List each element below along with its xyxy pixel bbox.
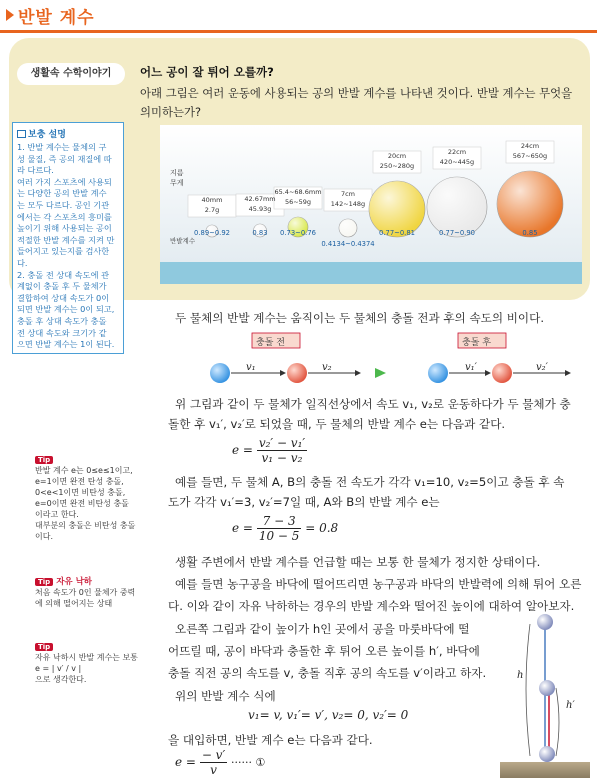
para1-line2: 돌한 후 v₁′, v₂′로 되었을 때, 두 물체의 반발 계수 e는 다음과 같다. (168, 417, 506, 431)
ball-coefficient: 0.85 (522, 229, 538, 237)
label-h: h (517, 670, 524, 681)
side-note-line: 으면 반발 계수는 1이 된다. (17, 339, 115, 350)
tip-heading (35, 455, 160, 465)
legend-weight: 무게 (170, 179, 184, 187)
ball-diameter: 7cm (340, 190, 356, 198)
drop-figure (500, 608, 590, 778)
ball-name-bar (160, 262, 582, 284)
side-note-title-text: 보충 설명 (28, 130, 66, 140)
label-hp: h′ (566, 700, 575, 711)
tip-line: e = | v′ / v | (35, 664, 82, 673)
note-icon (17, 130, 26, 138)
formula-3: v₁= v, v₁′= v′, v₂= 0, v₂′= 0 (248, 708, 409, 722)
legend-diameter: 지름 (170, 169, 184, 177)
ball-coefficient: 0.83 (252, 229, 268, 237)
tip-box (35, 642, 160, 685)
formula-4 (175, 748, 265, 777)
formula-2-result: = 0.8 (305, 521, 339, 535)
height-brace (526, 624, 530, 756)
ball-b-before (287, 363, 307, 383)
side-note-line: 성 물질, 즉 공의 재질에 따 (17, 153, 112, 164)
tip-heading (35, 642, 160, 652)
height-brace (556, 688, 559, 756)
ball-a-before (210, 363, 230, 383)
tip-box (35, 575, 160, 609)
tip-badge: Tip (35, 578, 53, 586)
ball-floor (539, 746, 555, 762)
tip-badge: Tip (35, 456, 53, 464)
side-note-line: 라 다르다. (17, 165, 54, 176)
story-description: 아래 그림은 여러 운동에 사용되는 공의 반발 계수를 나타낸 것이다. 반발 계수는 무엇을 의미하는가? (140, 86, 573, 119)
ball-weight: 420~445g (439, 158, 475, 166)
formula-2-numerator: 7 − 3 (257, 514, 302, 529)
chevron-right-icon (6, 9, 14, 21)
para4-line2: 다. 이와 같이 자유 낙하하는 경우의 반발 계수와 떨어진 높이에 대하여 알아보자. (168, 599, 575, 613)
formula-4-denominator: v (210, 763, 217, 777)
ball-coefficient: 0.77~0.90 (439, 229, 475, 237)
para1-line1: 위 그림과 같이 두 물체가 일직선상에서 속도 v₁, v₂로 운동하다가 두 물체가 충 (175, 397, 571, 411)
side-note-line: 2. 충돌 전 상대 속도에 관 (17, 269, 110, 280)
ball-weight: 2.7g (204, 206, 220, 214)
arrow-right-icon (375, 368, 386, 378)
ball-shine (339, 219, 357, 237)
tip-line: 처음 속도가 0인 물체가 중력 (35, 588, 136, 597)
tip-line: e=0이면 완전 비탄성 충돌 (35, 499, 129, 508)
side-note-line: 여러 가지 스포츠에 사용되 (17, 176, 112, 187)
side-note-line: 전 상대 속도와 크기가 같 (17, 327, 107, 338)
side-note-line: 결합하여 상대 속도가 0이 (17, 292, 110, 303)
formula-4-lhs: e = (175, 755, 196, 769)
para6: 위의 반발 계수 식에 (175, 689, 276, 703)
para5-line2: 어뜨릴 때, 공이 바닥과 충돌한 후 튀어 오른 높이를 h′, 바닥에 (168, 644, 480, 658)
tip-badge: Tip (35, 643, 53, 651)
ball-top (537, 614, 553, 630)
story-badge: 생활속 수학이야기 (17, 63, 125, 85)
label-v2: v₂ (322, 362, 332, 373)
side-note-line: 계없이 충돌 후 두 물체가 (17, 281, 107, 292)
ball-coefficient: 0.73~0.76 (280, 229, 316, 237)
tip-box (35, 455, 160, 542)
para2-line1: 예를 들면, 두 물체 A, B의 충돌 전 속도가 각각 v₁=10, v₂=5이고 충돌 후 속 (175, 475, 565, 489)
side-note (12, 122, 124, 354)
para5-line1: 오른쪽 그림과 같이 높이가 h인 곳에서 공을 마룻바닥에 떨 (175, 622, 470, 636)
formula-1-denominator: v₁ − v₂ (261, 451, 303, 465)
ball-coefficient: 0.77~0.81 (379, 229, 415, 237)
para7: 을 대입하면, 반발 계수 e는 다음과 같다. (168, 733, 373, 747)
ball-weight: 142~148g (330, 200, 366, 208)
tip-line: 이라고 한다. (35, 510, 79, 519)
tip-line: 대부분의 충돌은 비탄성 충돌 (35, 521, 136, 530)
formula-2-fraction (257, 514, 302, 543)
definition-text: 두 물체의 반발 계수는 움직이는 두 물체의 충돌 전과 후의 속도의 비이다. (175, 311, 545, 325)
ball-a-after (428, 363, 448, 383)
ball-diameter: 40mm (201, 196, 223, 204)
side-note-line: 되면 반발 계수는 0이 되고, (17, 304, 115, 315)
side-note-line: 는 모두 다르다. 공인 기관 (17, 199, 110, 210)
tip-line: 으로 생각한다. (35, 675, 87, 684)
side-note-lines (17, 142, 119, 351)
tip-line: 에 의해 떨어지는 상태 (35, 599, 113, 608)
formula-2-denominator: 10 − 5 (258, 529, 300, 543)
floor (500, 762, 590, 778)
tip-line: 0<e<1이면 비탄성 충돌, (35, 488, 126, 497)
page-title: 반발 계수 (18, 8, 95, 28)
tip-title: 자유 낙하 (56, 577, 92, 587)
para3: 생활 주변에서 반발 계수를 언급할 때는 보통 한 물체가 정지한 상태이다. (175, 555, 541, 569)
label-v1: v₁ (246, 362, 256, 373)
formula-1-fraction (257, 436, 307, 465)
para2-line2: 도가 각각 v₁′=3, v₂′=7일 때, A와 B의 반발 계수 e는 (168, 495, 440, 509)
tip-line: 자유 낙하시 반발 계수는 보통 (35, 653, 138, 662)
formula-2-lhs: e = (232, 521, 253, 535)
before-label: 충돌 전 (256, 338, 285, 348)
ball-coefficient: 0.89~0.92 (194, 229, 230, 237)
para5-line3: 충돌 직전 공의 속도를 v, 충돌 직후 공의 속도를 v′이라고 하자. (168, 666, 487, 680)
tip-line: 이다. (35, 532, 53, 541)
tip-line: e=1이면 완전 탄성 충돌, (35, 477, 124, 486)
ball-diameter: 65.4~68.6mm (274, 188, 322, 196)
ball-b-after (492, 363, 512, 383)
side-note-title (17, 127, 119, 140)
ball-bounce (539, 680, 555, 696)
after-label: 충돌 후 (462, 338, 491, 348)
side-note-line: 는 다양한 공의 반발 계수 (17, 188, 107, 199)
ball-diameter: 42.67mm (244, 195, 276, 203)
label-v2p: v₂′ (536, 362, 548, 373)
drop-svg (500, 608, 590, 778)
label-v1p: v₁′ (465, 362, 477, 373)
formula-4-tag: ······ ① (231, 756, 266, 769)
ball-coefficient: 0.4134~0.4374 (321, 240, 375, 248)
side-note-line: 들어지고 있는지를 검사한다. (17, 246, 110, 268)
formula-1-numerator: v₂′ − v₁′ (258, 436, 306, 450)
story-question: 어느 공이 잘 튀어 오를까? (140, 65, 274, 79)
ball-weight: 56~59g (284, 198, 312, 206)
tip-heading (35, 575, 160, 587)
side-note-line: 1. 반발 계수는 물체의 구 (17, 142, 107, 152)
side-note-line: 높이기 위해 사용되는 공이 (17, 223, 112, 234)
legend-coefficient: 반발계수 (170, 237, 196, 245)
formula-1-lhs: e = (232, 443, 253, 457)
ball-weight: 567~650g (512, 152, 548, 160)
ball-weight: 250~280g (379, 162, 415, 170)
formula-4-fraction (200, 748, 227, 777)
ball-diameter: 20cm (387, 152, 407, 160)
formula-4-numerator: − v′ (201, 748, 226, 762)
side-note-line: 에서는 각 스포츠의 흥미를 (17, 211, 112, 222)
side-note-line: 적절한 반발 계수를 지켜 만 (17, 234, 115, 245)
ball-weight: 45.93g (248, 205, 272, 213)
ball-shine (427, 177, 487, 237)
ball-diameter: 22cm (447, 148, 467, 156)
ball-diameter: 24cm (520, 142, 540, 150)
formula-1 (232, 436, 307, 465)
side-note-line: 충돌 후 상대 속도가 충돌 (17, 315, 107, 326)
formula-2 (232, 514, 338, 543)
para4-line1: 예를 들면 농구공을 바닥에 떨어뜨리면 농구공과 바닥의 반발력에 의해 튀어 오른 (175, 577, 582, 591)
ball-shine (497, 171, 563, 237)
tip-line: 반발 계수 e는 0≤e≤1이고, (35, 466, 133, 475)
